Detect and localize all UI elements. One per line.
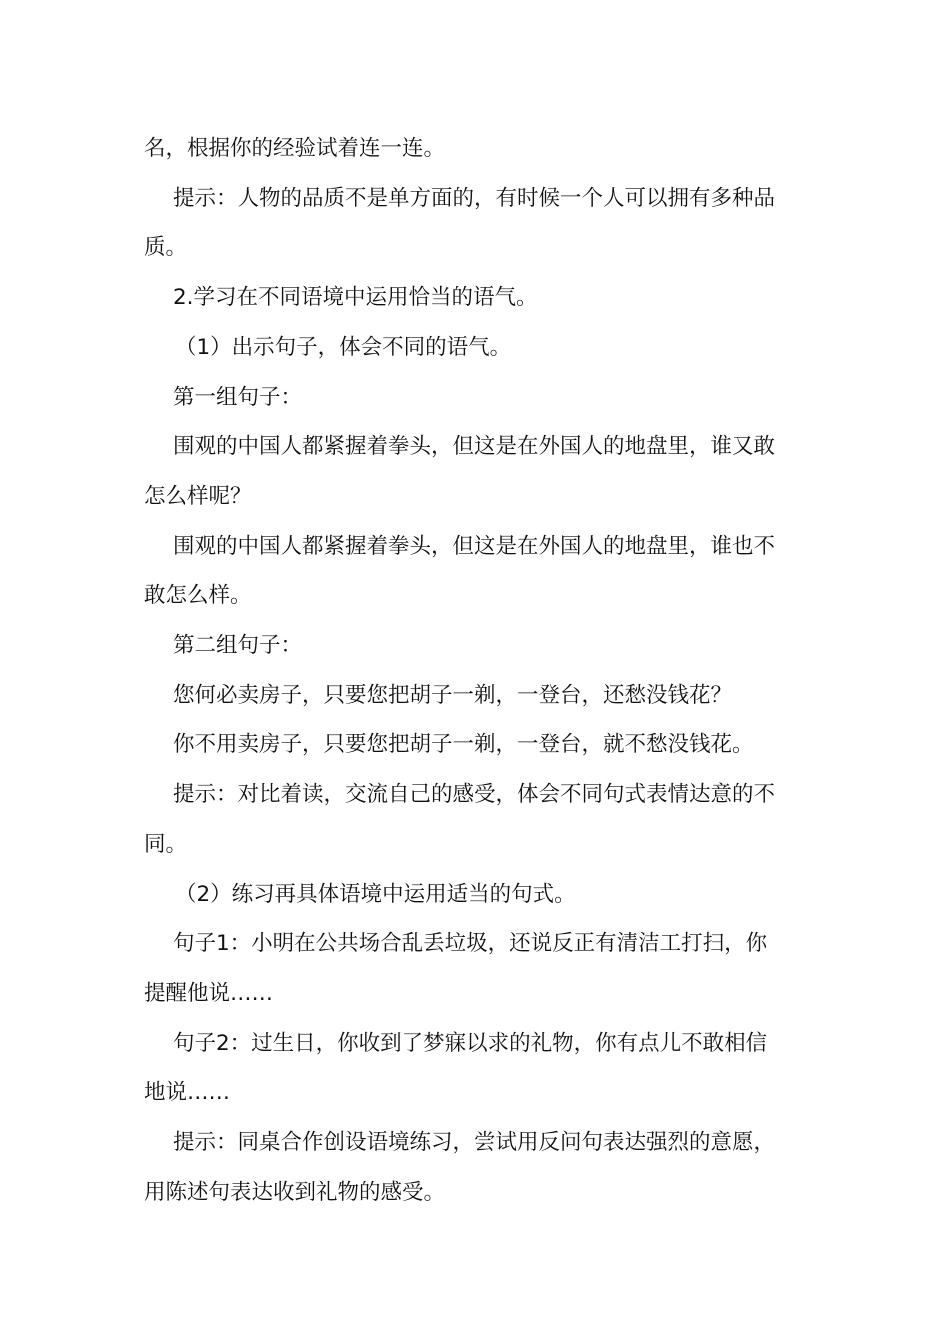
text-line: 名，根据你的经验试着连一连。 (144, 136, 446, 161)
subsection-heading: （1）出示句子，体会不同的语气。 (175, 334, 512, 360)
text-line: 用陈述句表达收到礼物的感受。 (144, 1179, 446, 1205)
text-line: 地说…… (144, 1080, 231, 1106)
text-line: 句子1：小明在公共场合乱丢垃圾，还说反正有清洁工打扫，你 (173, 931, 768, 957)
text-line: 围观的中国人都紧握着拳头，但这是在外国人的地盘里，谁也不 (173, 533, 776, 559)
document-body (144, 124, 808, 1217)
text-line: 怎么样呢？ (144, 483, 252, 509)
text-line: 质。 (144, 235, 188, 261)
text-line: 提示：人物的品质不是单方面的，有时候一个人可以拥有多种品 (173, 185, 776, 211)
text-line: 您何必卖房子，只要您把胡子一剃，一登台，还愁没钱花？ (173, 682, 733, 708)
group-label: 第二组句子： (173, 633, 303, 659)
text-line: 围观的中国人都紧握着拳头，但这是在外国人的地盘里，谁又敢 (173, 434, 776, 460)
text-line: 同。 (144, 831, 188, 857)
text-line: 敢怎么样。 (144, 583, 252, 609)
section-heading: 2.学习在不同语境中运用恰当的语气。 (173, 285, 538, 311)
text-line: 你不用卖房子，只要您把胡子一剃，一登台，就不愁没钱花。 (173, 732, 754, 758)
text-line: 提示：同桌合作创设语境练习，尝试用反问句表达强烈的意愿， (173, 1130, 776, 1156)
text-line: 句子2：过生日，你收到了梦寐以求的礼物，你有点儿不敢相信 (173, 1030, 768, 1056)
group-label: 第一组句子： (173, 384, 303, 410)
text-line: 提醒他说…… (144, 980, 274, 1006)
text-line: 提示：对比着读，交流自己的感受，体会不同句式表情达意的不 (173, 782, 776, 808)
subsection-heading: （2）练习再具体语境中运用适当的句式。 (175, 881, 576, 907)
